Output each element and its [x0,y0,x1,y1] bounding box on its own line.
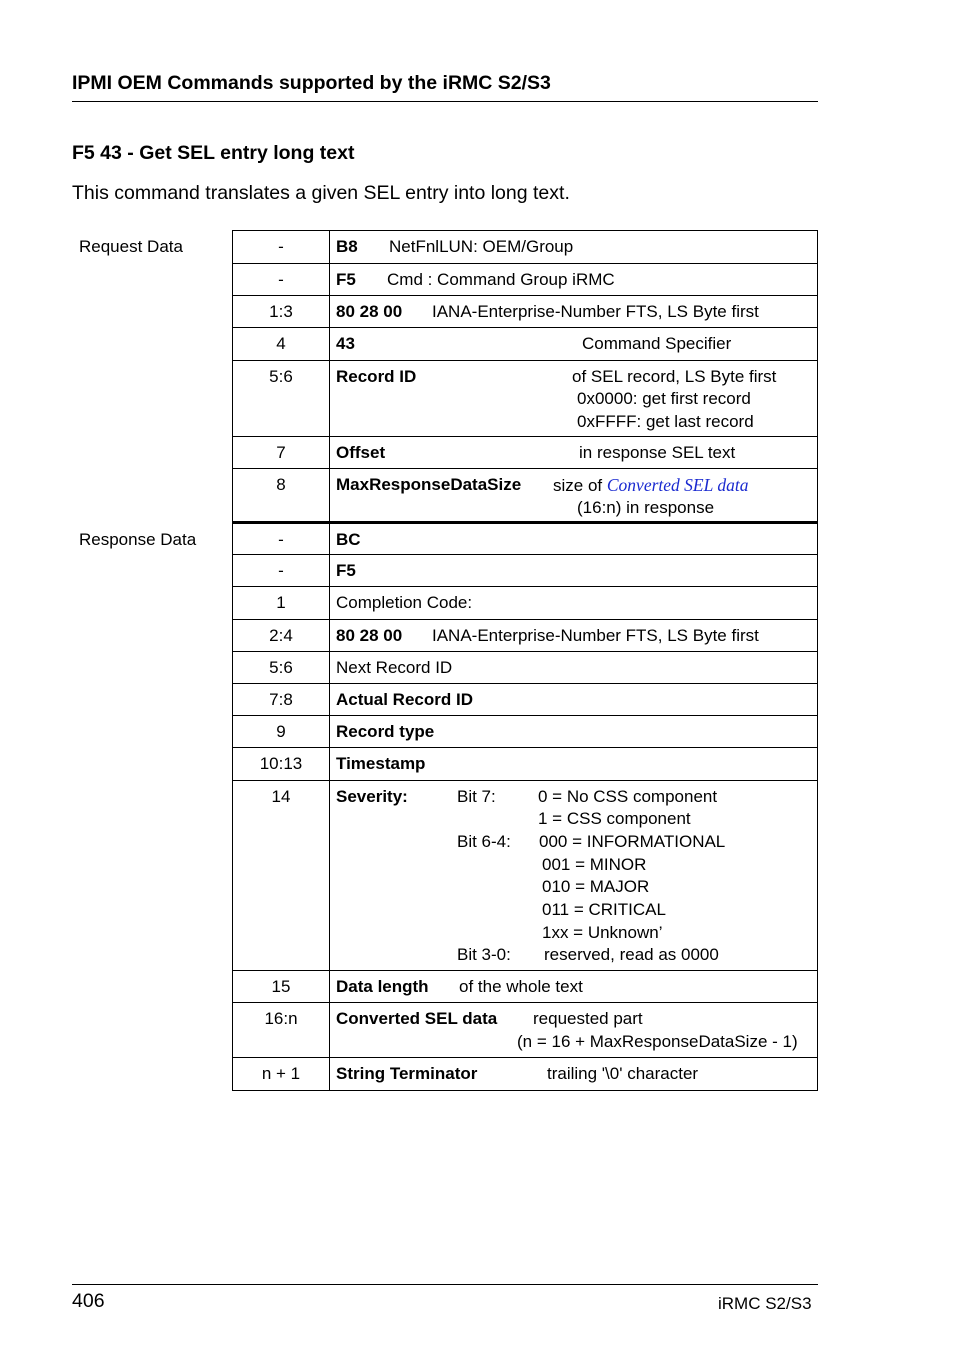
field-code: Timestamp [336,754,426,773]
desc-cell [330,587,818,620]
table-row [233,781,818,971]
header-rule [72,101,818,102]
table-row [233,555,818,587]
table-row [233,587,818,620]
running-header: IPMI OEM Commands supported by the iRMC S2/S3 [72,72,551,94]
field-code: String Terminator [336,1064,478,1083]
response-data-label: Response Data [79,530,197,549]
field-desc: of the whole text [459,977,583,996]
table-row [233,437,818,469]
desc-cell [330,296,818,328]
byte-cell: n + 1 [233,1058,330,1091]
field-code: Converted SEL data [336,1009,498,1028]
field-desc: Completion Code: [336,593,473,612]
bit-value: 010 = MAJOR [542,877,650,896]
desc-cell [330,328,818,361]
table-row [233,620,818,652]
section-intro: This command translates a given SEL entry into long text. [72,182,570,204]
field-code: Offset [336,443,386,462]
table-row [233,231,818,264]
table-row [233,523,818,555]
field-code: Record type [336,722,435,741]
byte-cell: 1:3 [233,296,330,328]
field-desc: Next Record ID [336,658,453,677]
table-row [233,469,818,523]
request-data-label: Request Data [79,237,183,256]
field-desc: requested part [533,1009,643,1028]
field-desc-line3: 0xFFFF: get last record [577,412,754,431]
field-code: BC [336,530,361,549]
table-row [233,748,818,781]
field-desc: IANA-Enterprise-Number FTS, LS Byte first [432,626,759,645]
field-desc-line2: 0x0000: get first record [577,389,751,408]
bit-label: Bit 6-4: [457,832,511,851]
field-code: MaxResponseDataSize [336,475,522,494]
byte-cell: 7 [233,437,330,469]
byte-cell: 14 [233,781,330,971]
byte-cell: 9 [233,716,330,748]
footer-rule [72,1284,818,1285]
field-code: Record ID [336,367,417,386]
byte-cell: - [233,231,330,264]
byte-cell: 7:8 [233,684,330,716]
field-desc-line2: (n = 16 + MaxResponseDataSize - 1) [517,1032,798,1051]
field-code: Actual Record ID [336,690,473,709]
field-desc: trailing '\0' character [547,1064,699,1083]
field-code: Severity: [336,787,408,806]
field-code: F5 [336,561,356,580]
byte-cell: - [233,264,330,296]
field-desc-text: size of [553,476,603,495]
desc-cell [330,1058,818,1091]
field-code: F5 [336,270,356,289]
field-desc: NetFnlLUN: OEM/Group [389,237,574,256]
byte-cell: 8 [233,469,330,523]
field-desc [553,475,749,496]
byte-cell: 5:6 [233,361,330,437]
desc-cell [330,469,818,523]
field-code: 80 28 00 [336,302,403,321]
command-table [232,230,818,1091]
bit-value: 011 = CRITICAL [542,900,666,919]
desc-cell [330,781,818,971]
desc-cell [330,361,818,437]
byte-cell: 10:13 [233,748,330,781]
field-desc-line2: (16:n) in response [577,498,715,517]
table-row [233,264,818,296]
desc-cell [330,437,818,469]
byte-cell: 1 [233,587,330,620]
table-row [233,361,818,437]
field-desc: Cmd : Command Group iRMC [387,270,615,289]
bit-value: 1xx = Unknown’ [542,923,663,942]
desc-cell [330,971,818,1003]
byte-cell: 4 [233,328,330,361]
table-row [233,328,818,361]
field-code: 43 [336,334,355,353]
field-code: 80 28 00 [336,626,403,645]
converted-sel-data-link[interactable]: Converted SEL data [606,475,749,495]
table-row [233,684,818,716]
table-row [233,296,818,328]
bit-label: Bit 7: [457,787,496,806]
desc-cell [330,555,818,587]
byte-cell: 16:n [233,1003,330,1058]
bit-label: Bit 3-0: [457,945,511,964]
byte-cell: - [233,555,330,587]
field-desc: IANA-Enterprise-Number FTS, LS Byte first [432,302,759,321]
bit-value: 1 = CSS component [538,809,691,828]
field-desc: Command Specifier [582,334,732,353]
section-title: F5 43 - Get SEL entry long text [72,142,355,164]
page-number: 406 [72,1290,105,1312]
bit-value: 0 = No CSS component [538,787,718,806]
desc-cell [330,231,818,264]
bit-value: 000 = INFORMATIONAL [539,832,726,851]
table-row [233,652,818,684]
bit-value: 001 = MINOR [542,855,647,874]
desc-cell [330,684,818,716]
field-code: B8 [336,237,358,256]
table-row [233,1058,818,1091]
desc-cell [330,652,818,684]
field-desc: of SEL record, LS Byte first [572,367,777,386]
byte-cell: 15 [233,971,330,1003]
table-row [233,971,818,1003]
byte-cell: 2:4 [233,620,330,652]
desc-cell [330,264,818,296]
desc-cell [330,523,818,555]
field-code: Data length [336,977,429,996]
table-row [233,1003,818,1058]
table-row [233,716,818,748]
desc-cell [330,1003,818,1058]
byte-cell: - [233,523,330,555]
product-name: iRMC S2/S3 [718,1294,812,1313]
desc-cell [330,748,818,781]
field-desc: in response SEL text [579,443,736,462]
desc-cell [330,716,818,748]
byte-cell: 5:6 [233,652,330,684]
bit-value: reserved, read as 0000 [544,945,719,964]
desc-cell [330,620,818,652]
